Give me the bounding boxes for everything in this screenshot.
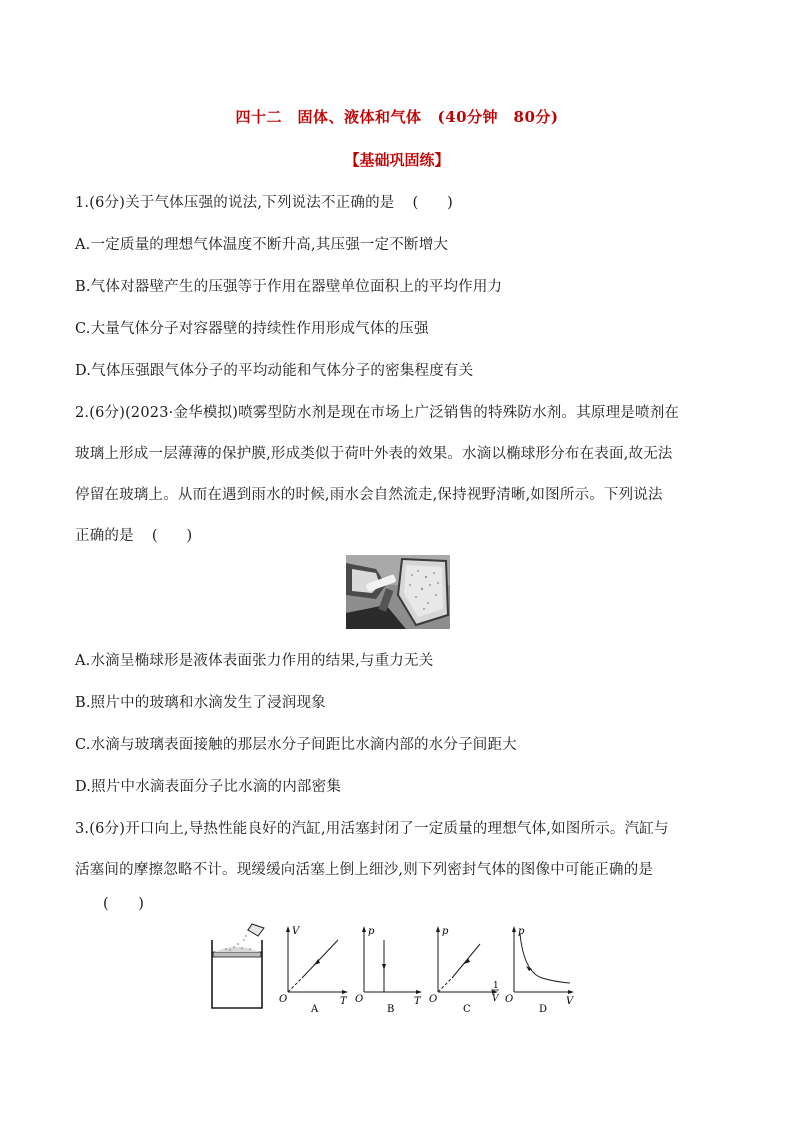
q2-stem-line-4: 正确的是 ( ) <box>75 524 725 545</box>
graph-c-x-denominator: V <box>492 994 499 1004</box>
graph-b <box>355 926 422 1015</box>
graph-b-y-label: p <box>368 926 375 937</box>
graph-a-label: A <box>311 1004 319 1015</box>
q3-stem-line-1: 3.(6分)开口向上,导热性能良好的汽缸,用活塞封闭了一定质量的理想气体,如图所示。汽缸与 <box>75 821 669 837</box>
q3-figure <box>206 922 582 1018</box>
graph-a-x-label: T <box>340 996 347 1007</box>
graph-c-x-numerator: 1 <box>493 981 499 991</box>
q2-stem-line-1: 2.(6分)(2023·金华模拟)喷雾型防水剂是现在市场上广泛销售的特殊防水剂。其原理是喷剂在 <box>75 405 680 421</box>
graph-a-origin: O <box>279 994 288 1005</box>
q2-answer-paren: ( ) <box>151 528 193 544</box>
graph-d-origin: O <box>505 994 514 1005</box>
graph-c-y-label: p <box>442 926 449 937</box>
graph-c <box>429 926 500 1015</box>
page-title <box>0 106 794 127</box>
q2-stem-line-3: 停留在玻璃上。从而在遇到雨水的时候,雨水会自然流走,保持视野清晰,如图所示。下列说法 <box>75 487 663 503</box>
title-main: 四十二 固体、液体和气体 <box>235 108 422 126</box>
q2-option-a: A.水滴呈椭球形是液体表面张力作用的结果,与重力无关 <box>75 653 434 669</box>
q2-option-d: D.照片中水滴表面分子比水滴的内部密集 <box>75 779 342 795</box>
graph-d-x-label: V <box>566 996 574 1007</box>
title-meta: (40分钟 80分) <box>437 108 559 126</box>
graph-b-label: B <box>387 1004 395 1015</box>
graph-b-x-label: T <box>414 996 421 1007</box>
q1-option-c: C.大量气体分子对容器壁的持续性作用形成气体的压强 <box>75 321 429 337</box>
graph-c-origin: O <box>429 994 438 1005</box>
q2-stem-line-2: 玻璃上形成一层薄薄的保护膜,形成类似于荷叶外表的效果。水滴以椭球形分布在表面,故无法 <box>75 446 673 462</box>
graph-d-y-label: p <box>518 926 525 937</box>
q1-option-a: A.一定质量的理想气体温度不断升高,其压强一定不断增大 <box>75 237 449 253</box>
graph-d-label: D <box>539 1004 548 1015</box>
graph-c-label: C <box>463 1004 471 1015</box>
q2-option-c: C.水滴与玻璃表面接触的那层水分子间距比水滴内部的水分子间距大 <box>75 737 517 753</box>
q2-option-b: B.照片中的玻璃和水滴发生了浸润现象 <box>75 695 326 711</box>
q1-option-b: B.气体对器壁产生的压强等于作用在器壁单位面积上的平均作用力 <box>75 279 503 295</box>
graph-a <box>279 926 348 1015</box>
q3-answer-paren: ( ) <box>103 896 145 912</box>
q1-stem: 1.(6分)关于气体压强的说法,下列说法不正确的是 ( ) <box>75 191 725 212</box>
q1-answer-paren: ( ) <box>412 195 453 211</box>
q1-option-d: D.气体压强跟气体分子的平均动能和气体分子的密集程度有关 <box>75 363 474 379</box>
section-heading: 【基础巩固练】 <box>344 151 450 169</box>
mirror-spray-photo <box>346 555 450 629</box>
q3-figure-svg <box>206 922 582 1018</box>
graph-a-y-label: V <box>292 926 300 937</box>
q3-stem-line-2: 活塞间的摩擦忽略不计。现缓缓向活塞上倒上细沙,则下列密封气体的图像中可能正确的是 <box>75 862 654 878</box>
cylinder-diagram <box>212 924 264 1008</box>
graph-d <box>505 926 575 1015</box>
graph-b-origin: O <box>355 994 364 1005</box>
